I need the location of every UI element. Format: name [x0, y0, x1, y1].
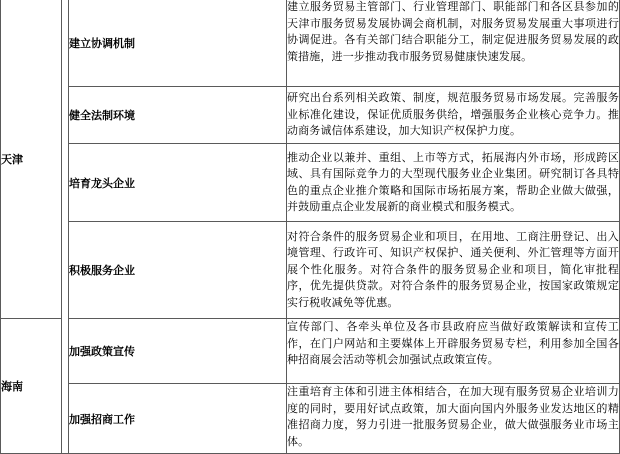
table-row: [1, 144, 620, 222]
region-cell-tianjin: 天津: [1, 0, 62, 319]
measure-description: 注重培育主体和引进主体相结合，在加大现有服务贸易企业培训力度的同时，要用好试点政策，加大面向国内外服务业发达地区的精准招商力度，努力引进一批服务贸易企业，做大做强服务业市场主体。: [287, 384, 620, 454]
measure-description: 研究出台系列相关政策、制度，规范服务贸易市场发展。完善服务业标准化建设，保证优质服务供给，增强服务企业核心竞争力。推动商务诚信体系建设，加大知识产权保护力度。: [287, 87, 620, 144]
measure-name: 培育龙头企业: [69, 144, 287, 222]
measure-name: 建立协调机制: [69, 0, 287, 87]
blank-column: [62, 0, 69, 454]
table-row: [1, 319, 620, 384]
measure-name: 加强招商工作: [69, 384, 287, 454]
measure-name: 健全法制环境: [69, 87, 287, 144]
measure-name: 积极服务企业: [69, 222, 287, 319]
measure-description: 对符合条件的服务贸易企业和项目，在用地、工商注册登记、出入境管理、行政许可、知识产权保护、通关便利、外汇管理等方面开展个性化服务。对符合条件的服务贸易企业和项目，简化审批程序，优先提供贷款。对符合条件的服务贸易企业，按国家政策规定实行税收减免等优惠。: [287, 222, 620, 319]
measure-description: 推动企业以兼并、重组、上市等方式，拓展海内外市场，形成跨区域、具有国际竞争力的大型现代服务业企业集团。研究制订各具特色的重点企业推介策略和国际市场拓展方案，帮助企业做大做强，并鼓励重点企业发展新的商业模式和服务模式。: [287, 144, 620, 222]
measure-description: 宣传部门、各牵头单位及各市县政府应当做好政策解读和宣传工作，在门户网站和主要媒体上开辟服务贸易专栏，利用参加全国各种招商展会活动等机会加强试点政策宣传。: [287, 319, 620, 384]
table-row: [1, 384, 620, 454]
table-row: [1, 222, 620, 319]
table-row: [1, 87, 620, 144]
measure-description: 建立服务贸易主管部门、行业管理部门、职能部门和各区县参加的天津市服务贸易发展协调会商机制，对服务贸易发展重大事项进行协调促进。各有关部门结合职能分工，制定促进服务贸易发展的政策措施，进一步推动我市服务贸易健康快速发展。: [287, 0, 620, 87]
table-row: [1, 0, 620, 87]
region-cell-hainan: 海南: [1, 319, 62, 454]
measure-name: 加强政策宣传: [69, 319, 287, 384]
